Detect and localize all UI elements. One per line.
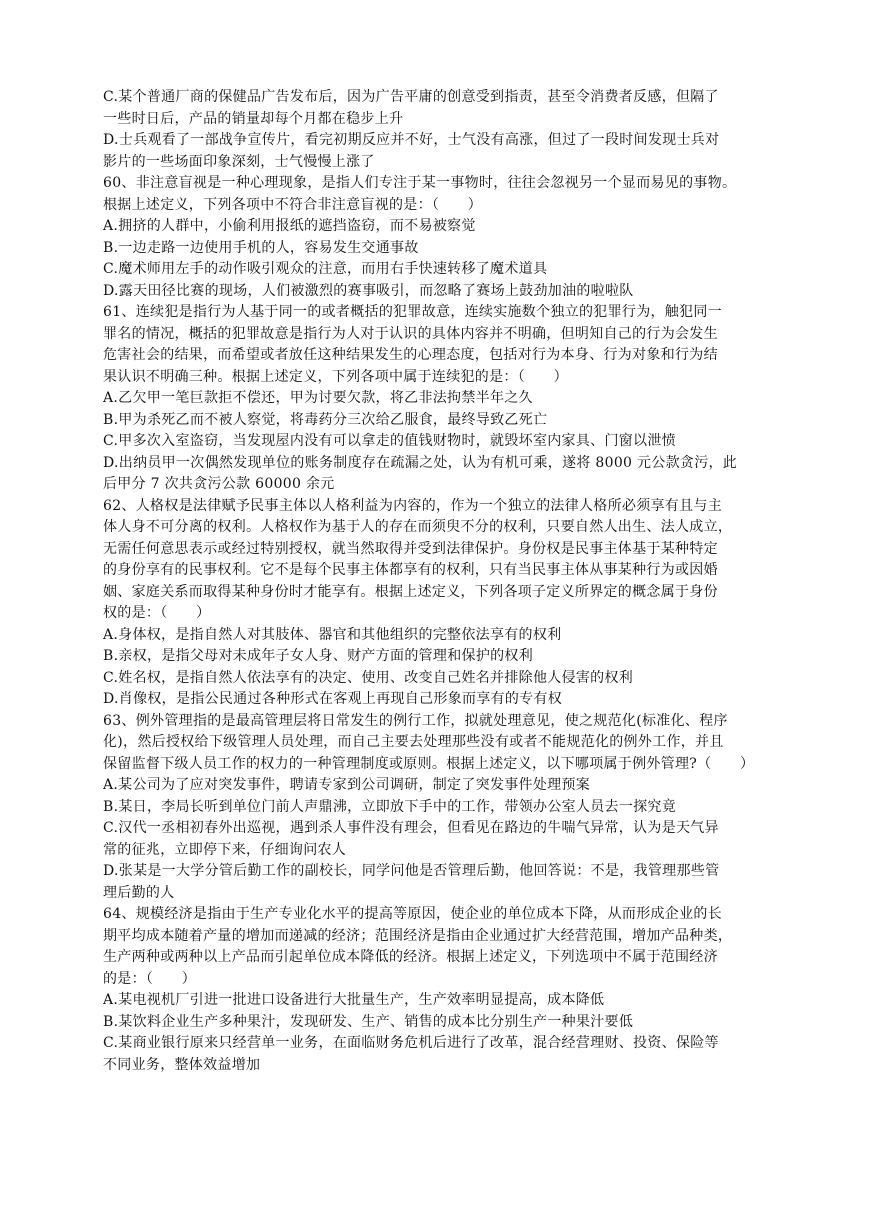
option-d: D.出纳员甲一次偶然发现单位的账务制度存在疏漏之处，认为有机可乘，遂将 8000 元公款贪污，此 [103, 454, 738, 471]
option-c: C.甲多次入室盗窃，当发现屋内没有可以拿走的值钱财物时，就毁坏室内家具、门窗以泄愤 [103, 433, 676, 449]
option-a: A.某电视机厂引进一批进口设备进行大批量生产，生产效率明显提高，成本降低 [103, 992, 605, 1008]
text-line: 体人身不可分离的权利。人格权作为基于人的存在而须臾不分的权利，只要自然人出生、法人成立， [103, 519, 733, 535]
text-line: 理后勤的人 [103, 884, 175, 901]
option-d: D.肖像权，是指公民通过各种形式在客观上再现自己形象而享有的专有权 [103, 691, 563, 707]
text-line: 期平均成本随着产量的增加而递减的经济；范围经济是指由企业通过扩大经营范围，增加产品种类， [103, 927, 733, 944]
option-c: C.汉代一丞相初春外出巡视，遇到杀人事件没有理会，但看见在路边的牛喘气异常，认为是天气异 [103, 820, 719, 836]
text-line: 影片的一些场面印象深刻，士气慢慢上涨了 [103, 153, 375, 170]
option-b: B.某日，李局长听到单位门前人声鼎沸，立即放下手中的工作，带领办公室人员去一探究竟 [103, 798, 677, 815]
text-line: 生产两种或两种以上产品而引起单位成本降低的经济。根据上述定义，下列选项中不属于范围经济 [103, 949, 718, 965]
text-line: 不同业务，整体效益增加 [103, 1056, 261, 1073]
document-page [103, 87, 769, 1076]
text-line: D.士兵观看了一部战争宣传片，看完初期反应并不好，士气没有高涨，但过了一段时间发现士兵对 [103, 132, 720, 148]
option-b: B.某饮料企业生产多种果汁，发现研发、生产、销售的成本比分别生产一种果汁要低 [103, 1013, 634, 1030]
question-61-text: 61、连续犯是指行为人基于同一的或者概括的犯罪故意，连续实施数个独立的犯罪行为，触犯同一 [103, 304, 723, 320]
text-line: 保留监督下级人员工作的权力的一种管理制度或原则。根据上述定义，以下哪项属于例外管理?（ ） [103, 755, 755, 772]
text-line: 无需任何意思表示或经过特别授权，就当然取得并受到法律保护。身份权是民事主体基于某种特定 [103, 540, 718, 557]
question-64-text: 64、规模经济是指由于生产专业化水平的提高等原因，使企业的单位成本下降，从而形成企业的长 [103, 906, 723, 922]
text-line: 根据上述定义，下列各项中不符合非注意盲视的是：（ ） [103, 196, 483, 213]
text-line: 罪名的情况，概括的犯罪故意是指行为人对于认识的具体内容并不明确，但明知自己的行为会发生 [103, 325, 718, 342]
option-a: A.拥挤的人群中，小偷利用报纸的遮挡盗窃，而不易被察觉 [103, 218, 476, 234]
text-line: 姻、家庭关系而取得某种身份时才能享有。根据上述定义，下列各项子定义所界定的概念属于身份 [103, 583, 718, 600]
option-c: C.姓名权，是指自然人依法享有的决定、使用、改变自己姓名并排除他人侵害的权利 [103, 669, 634, 686]
text-line: 果认识不明确三种。根据上述定义，下列各项中属于连续犯的是：（ ） [103, 368, 568, 385]
text-line: 危害社会的结果，而希望或者放任这种结果发生的心理态度，包括对行为本身、行为对象和行为结 [103, 347, 718, 363]
text-line: 的身份享有的民事权利。它不是每个民事主体都享有的权利，只有当民事主体从事某种行为或因婚 [103, 562, 718, 578]
text-line: 后甲分 7 次共贪污公款 60000 余元 [103, 476, 335, 492]
option-a: A.乙欠甲一笔巨款拒不偿还，甲为讨要欠款，将乙非法拘禁半年之久 [103, 390, 533, 406]
text-line: 权的是：（ ） [103, 605, 211, 621]
option-d: D.张某是一大学分管后勤工作的副校长，同学问他是否管理后勤，他回答说：不是，我管理那些管 [103, 863, 720, 879]
option-b: B.甲为杀死乙而不被人察觉，将毒药分三次给乙服食，最终导致乙死亡 [103, 411, 548, 428]
option-a: A.身体权，是指自然人对其肢体、器官和其他组织的完整依法享有的权利 [103, 626, 562, 643]
option-a: A.某公司为了应对突发事件，聘请专家到公司调研，制定了突发事件处理预案 [103, 777, 591, 793]
question-60-text: 60、非注意盲视是一种心理现象，是指人们专注于某一事物时，往往会忽视另一个显而易见的事物。 [103, 175, 737, 191]
text-line: 化)，然后授权给下级管理人员处理，而自己主要去处理那些没有或者不能规范化的例外工作，并且 [103, 734, 724, 750]
text-line: 一些时日后，产品的销量却每个月都在稳步上升 [103, 110, 404, 127]
option-c: C.魔术师用左手的动作吸引观众的注意，而用右手快速转移了魔术道具 [103, 261, 548, 277]
option-c: C.某商业银行原来只经营单一业务，在面临财务危机后进行了改革，混合经营理财、投资、保险等 [103, 1035, 719, 1051]
option-b: B.亲权，是指父母对未成年子女人身、财产方面的管理和保护的权利 [103, 648, 534, 664]
text-line: C.某个普通厂商的保健品广告发布后，因为广告平庸的创意受到指责，甚至令消费者反感，但隔了 [103, 89, 719, 105]
text-line: 的是：（ ） [103, 970, 197, 987]
question-63-text: 63、例外管理指的是最高管理层将日常发生的例行工作，拟就处理意见，使之规范化(标准化、程序 [103, 712, 728, 729]
option-b: B.一边走路一边使用手机的人，容易发生交通事故 [103, 239, 419, 256]
option-d: D.露天田径比赛的现场，人们被激烈的赛事吸引，而忽略了赛场上鼓劲加油的啦啦队 [103, 282, 634, 299]
question-62-text: 62、人格权是法律赋予民事主体以人格利益为内容的，作为一个独立的法律人格所必须享有且与主 [103, 497, 723, 514]
text-line: 常的征兆，立即停下来，仔细询问农人 [103, 841, 347, 858]
